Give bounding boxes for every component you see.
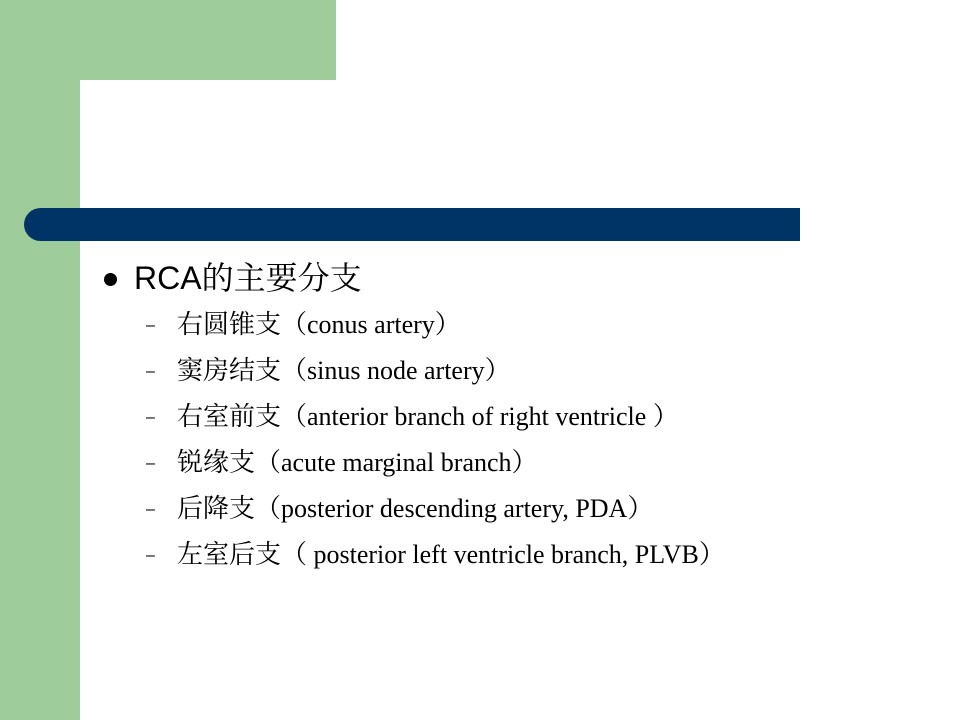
dash-icon: –: [146, 409, 155, 426]
sub-bullet-text: 右室前支（anterior branch of right ventricle ）: [177, 402, 679, 431]
dash-icon: –: [146, 547, 155, 564]
dash-icon: –: [146, 317, 155, 334]
bullet-dot-icon: [104, 273, 117, 286]
sub-bullet-text: 窦房结支（sinus node artery）: [177, 356, 511, 385]
sub-bullet-text: 锐缘支（acute marginal branch）: [177, 448, 538, 477]
white-rounded-corner: [80, 80, 140, 140]
dash-icon: –: [146, 455, 155, 472]
sub-bullet-text: 左室后支（ posterior left ventricle branch, PLVB）: [177, 540, 725, 569]
green-top-block: [0, 0, 336, 80]
slide-content: [100, 252, 940, 578]
sub-bullet-list: [100, 302, 940, 578]
green-left-strip: [0, 0, 80, 720]
title-bar: [24, 208, 800, 241]
main-bullet-text: RCA的主要分支: [134, 260, 362, 296]
sub-bullet-item: [100, 394, 940, 440]
sub-bullet-item: [100, 532, 940, 578]
sub-bullet-item: [100, 440, 940, 486]
dash-icon: –: [146, 363, 155, 380]
sub-bullet-item: [100, 348, 940, 394]
sub-bullet-item: [100, 302, 940, 348]
sub-bullet-text: 后降支（posterior descending artery, PDA）: [177, 494, 654, 523]
sub-bullet-text: 右圆锥支（conus artery）: [177, 310, 461, 339]
dash-icon: –: [146, 501, 155, 518]
sub-bullet-item: [100, 486, 940, 532]
main-bullet: [100, 252, 940, 302]
